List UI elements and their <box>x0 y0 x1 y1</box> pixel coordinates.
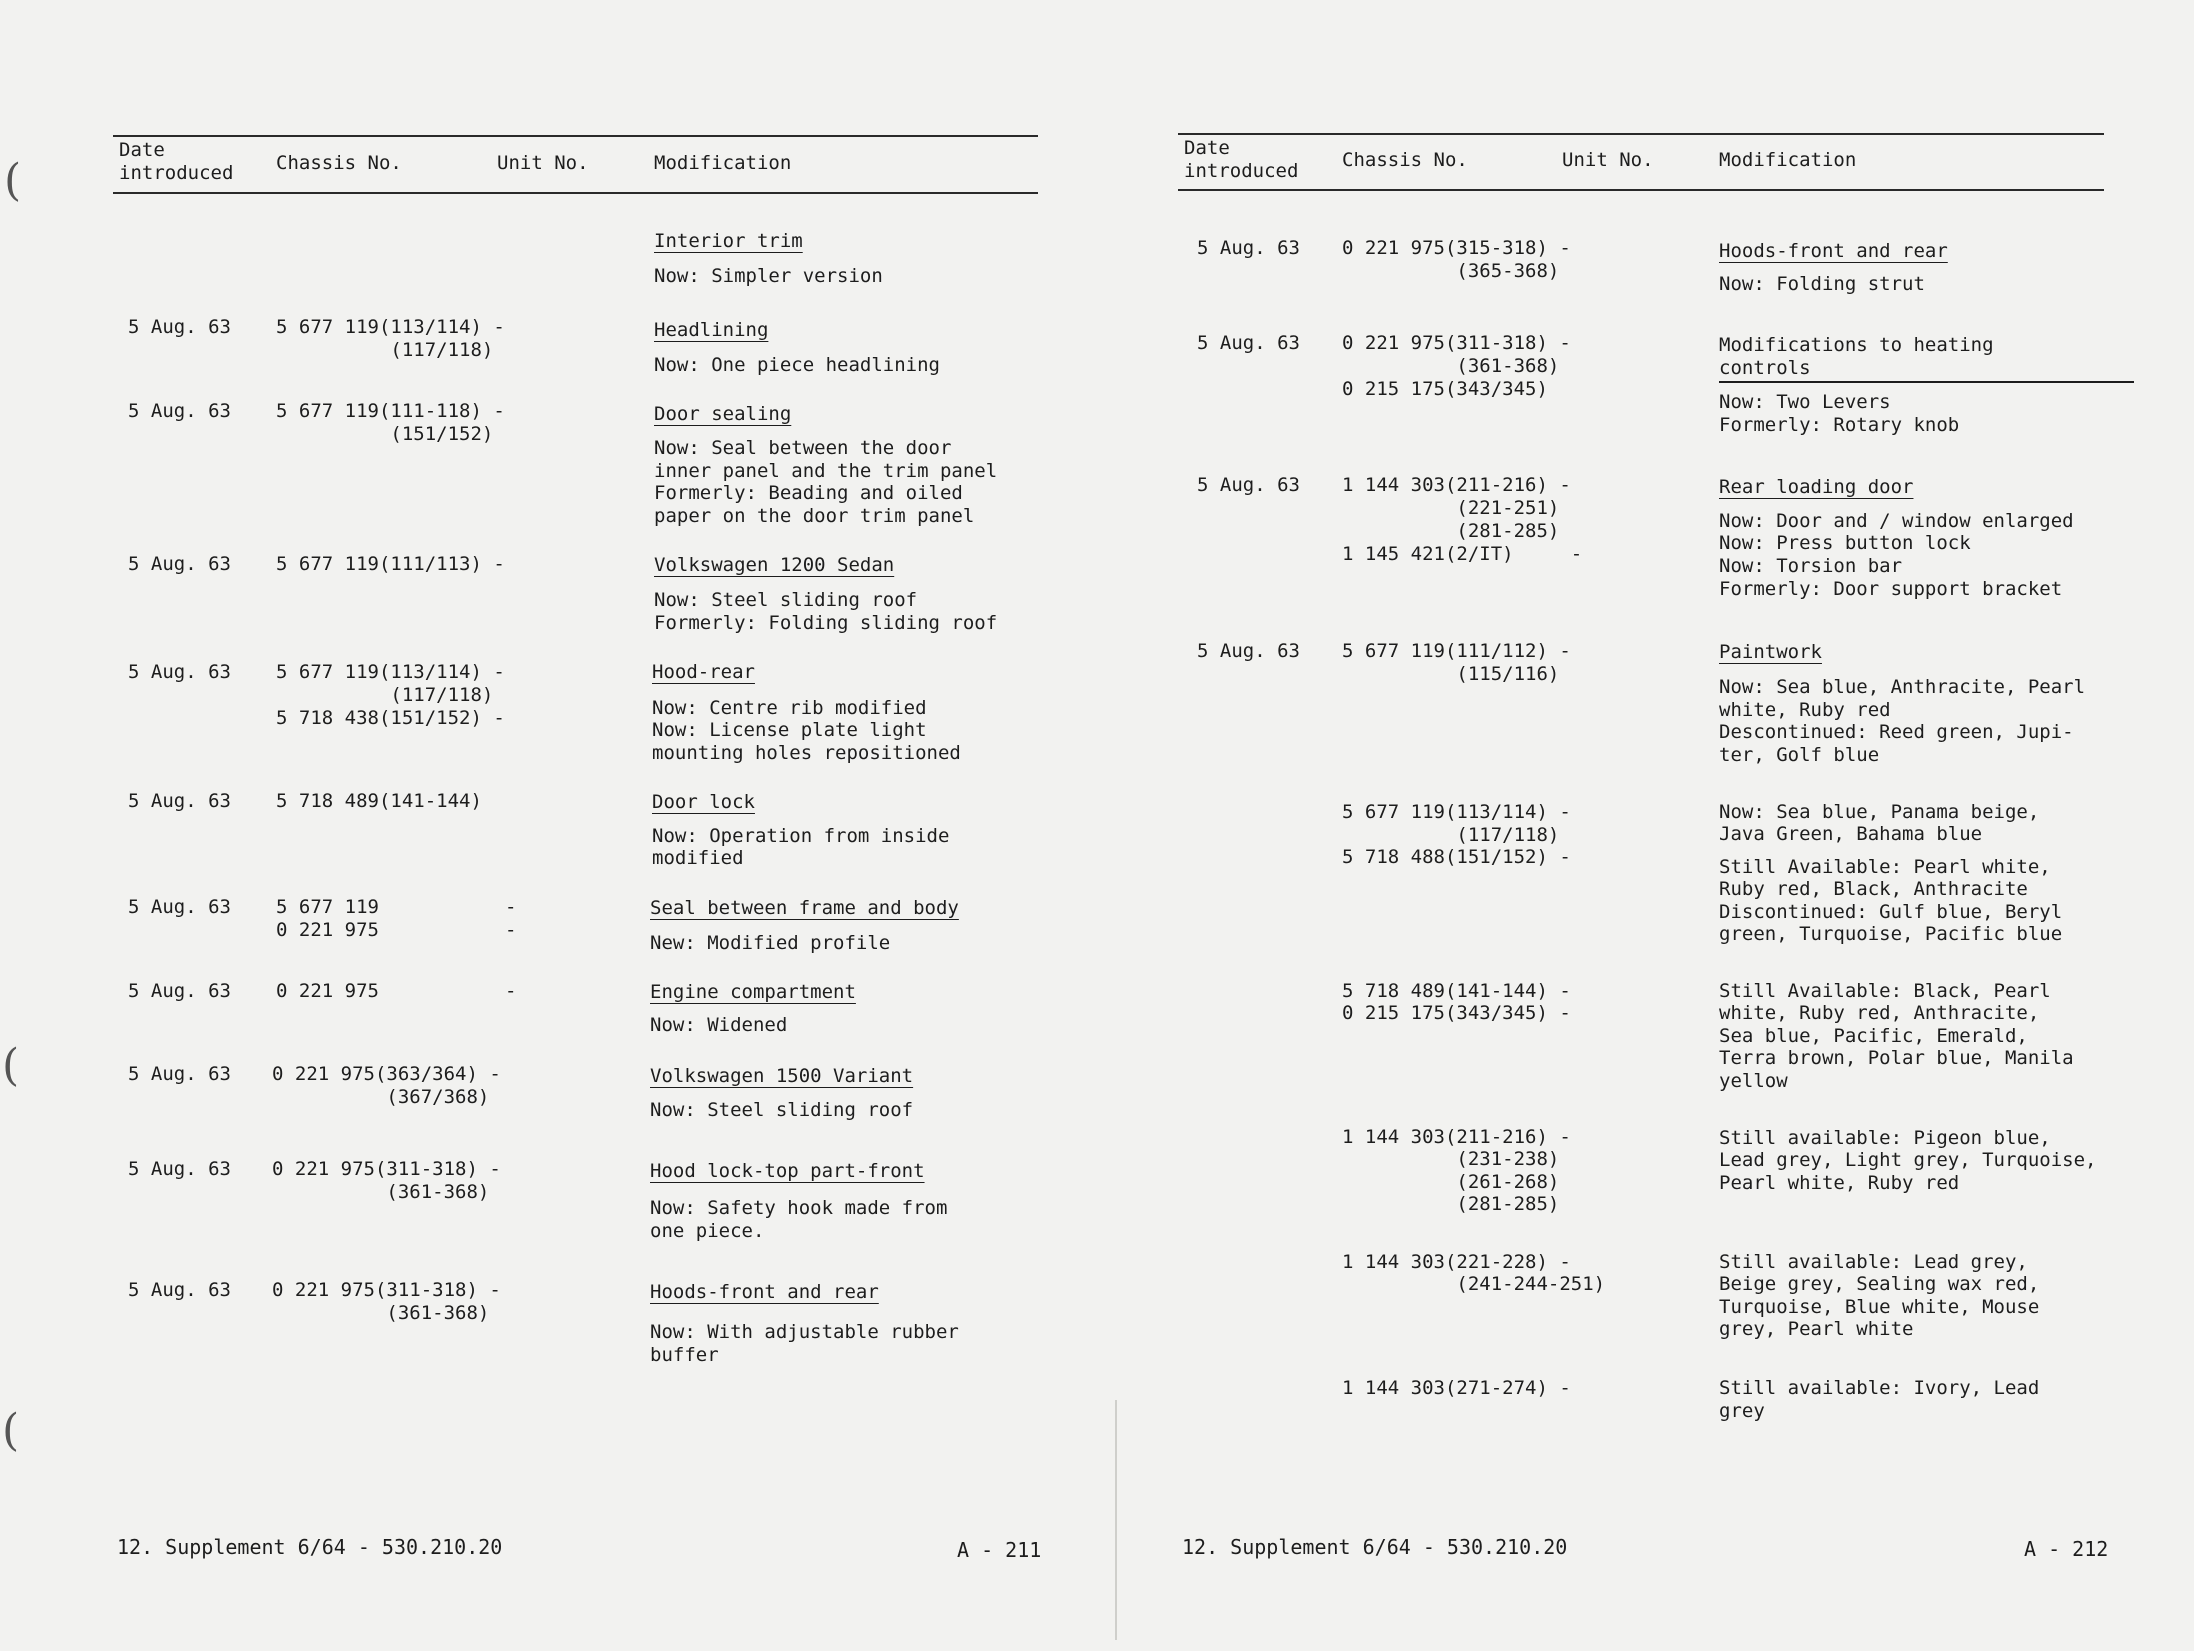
row-chassis: 5 718 488(151/152) - <box>1342 846 1571 868</box>
mod-title: Seal between frame and body <box>650 897 959 919</box>
row-chassis: 5 677 119(113/114) - <box>1342 801 1571 823</box>
header-modification: Modification <box>1719 149 1857 171</box>
row-date: 5 Aug. 63 <box>128 316 231 338</box>
header-bottom-rule <box>113 192 1038 194</box>
row-chassis: (241-244-251) <box>1342 1273 1606 1295</box>
mod-line: Pearl white, Ruby red <box>1719 1172 1960 1194</box>
mod-title: Hood-rear <box>652 661 755 683</box>
row-chassis: (221-251) <box>1342 497 1560 519</box>
mod-line: Now: Simpler version <box>654 265 883 287</box>
mod-line: Now: Steel sliding roof <box>654 589 918 611</box>
footer-page-number: A - 211 <box>957 1538 1042 1562</box>
mod-line: Still Available: Pearl white, <box>1719 856 2051 878</box>
mod-line: Sea blue, Pacific, Emerald, <box>1719 1025 2028 1047</box>
mod-line: Now: License plate light <box>652 719 927 741</box>
mod-title: Engine compartment <box>650 981 856 1003</box>
margin-mark: ( <box>2 1405 20 1456</box>
mod-line: Beige grey, Sealing wax red, <box>1719 1273 2040 1295</box>
mod-line: yellow <box>1719 1070 1788 1092</box>
mod-line: green, Turquoise, Pacific blue <box>1719 923 2063 945</box>
mod-line: Now: Steel sliding roof <box>650 1099 914 1121</box>
row-date: 5 Aug. 63 <box>128 1279 231 1301</box>
row-chassis: 1 144 303(211-216) - <box>1342 1126 1571 1148</box>
mod-title: Volkswagen 1200 Sedan <box>654 554 895 576</box>
mod-line: paper on the door trim panel <box>654 505 975 527</box>
mod-line: Now: Door and / window enlarged <box>1719 510 2074 532</box>
row-date: 5 Aug. 63 <box>128 980 231 1002</box>
row-chassis: (261-268) <box>1342 1171 1560 1193</box>
row-chassis: (117/118) <box>1342 824 1560 846</box>
row-chassis: (361-368) <box>272 1181 490 1203</box>
mod-line: Now: Press button lock <box>1719 532 1971 554</box>
row-date: 5 Aug. 63 <box>1197 474 1300 496</box>
mod-title: Headlining <box>654 319 769 341</box>
mod-line: Now: Safety hook made from <box>650 1197 948 1219</box>
row-chassis: 0 215 175(343/345) <box>1342 378 1548 400</box>
row-chassis: (117/118) <box>276 339 494 361</box>
row-unit: - <box>505 919 517 941</box>
mod-line: Formerly: Folding sliding roof <box>654 612 998 634</box>
mod-line: Descontinued: Reed green, Jupi- <box>1719 721 2074 743</box>
row-chassis: 5 677 119 <box>276 896 379 918</box>
mod-title: Rear loading door <box>1719 476 1914 498</box>
row-chassis: 1 144 303(221-228) - <box>1342 1251 1571 1273</box>
row-chassis: 0 221 975(311-318) - <box>272 1279 501 1301</box>
header-chassis: Chassis No. <box>276 152 402 174</box>
mod-line: grey <box>1719 1400 1765 1422</box>
mod-line: Formerly: Beading and oiled <box>654 482 963 504</box>
row-chassis: 0 221 975(311-318) - <box>1342 332 1571 354</box>
mod-line: Still available: Pigeon blue, <box>1719 1127 2051 1149</box>
row-chassis: 5 677 119(113/114) - <box>276 316 505 338</box>
page-fold <box>1115 1400 1117 1640</box>
row-chassis: 5 677 119(113/114) - <box>276 661 505 683</box>
mod-line: Turquoise, Blue white, Mouse <box>1719 1296 2040 1318</box>
row-date: 5 Aug. 63 <box>128 400 231 422</box>
row-date: 5 Aug. 63 <box>1197 332 1300 354</box>
row-date: 5 Aug. 63 <box>1197 237 1300 259</box>
mod-line: Now: Sea blue, Anthracite, Pearl <box>1719 676 2086 698</box>
mod-title: Hoods-front and rear <box>650 1281 879 1303</box>
row-chassis: 1 144 303(211-216) - <box>1342 474 1571 496</box>
row-unit: - <box>505 980 517 1002</box>
mod-line: Now: Widened <box>650 1014 788 1036</box>
mod-line: Now: Centre rib modified <box>652 697 927 719</box>
mod-line: Formerly: Door support bracket <box>1719 578 2063 600</box>
right-page <box>1118 0 2194 1651</box>
row-chassis: (115/116) <box>1342 663 1560 685</box>
mod-line: Now: Operation from inside <box>652 825 950 847</box>
mod-line: Now: Torsion bar <box>1719 555 1903 577</box>
header-bottom-rule <box>1178 189 2104 191</box>
header-unit: Unit No. <box>497 152 589 174</box>
header-top-rule <box>113 135 1038 137</box>
mod-line: white, Ruby red, Anthracite, <box>1719 1002 2040 1024</box>
row-chassis: 5 718 489(141-144) - <box>1342 980 1571 1002</box>
row-chassis: (365-368) <box>1342 260 1560 282</box>
row-chassis: 0 221 975(311-318) - <box>272 1158 501 1180</box>
mod-line: grey, Pearl white <box>1719 1318 1914 1340</box>
row-chassis: (281-285) <box>1342 520 1560 542</box>
mod-title: Door lock <box>652 791 755 813</box>
mod-title: Volkswagen 1500 Variant <box>650 1065 914 1087</box>
mod-line: Now: One piece headlining <box>654 354 940 376</box>
row-chassis: 5 677 119(111-118) - <box>276 400 505 422</box>
row-chassis: 0 221 975 <box>276 919 379 941</box>
row-date: 5 Aug. 63 <box>128 896 231 918</box>
row-unit: - <box>505 896 517 918</box>
mod-line: Lead grey, Light grey, Turquoise, <box>1719 1149 2097 1171</box>
mod-title: Interior trim <box>654 230 803 252</box>
mod-line: Ruby red, Black, Anthracite <box>1719 878 2028 900</box>
mod-line: Still Available: Black, Pearl <box>1719 980 2051 1002</box>
header-modification: Modification <box>654 152 792 174</box>
mod-line: Now: With adjustable rubber <box>650 1321 959 1343</box>
row-date: 5 Aug. 63 <box>1197 640 1300 662</box>
row-chassis: (361-368) <box>272 1302 490 1324</box>
header-unit: Unit No. <box>1562 149 1654 171</box>
mod-line: mounting holes repositioned <box>652 742 961 764</box>
header-date: Date introduced <box>1184 137 1299 182</box>
row-chassis: 5 718 438(151/152) - <box>276 707 505 729</box>
mod-title: Hoods-front and rear <box>1719 240 1948 262</box>
mod-line: Discontinued: Gulf blue, Beryl <box>1719 901 2063 923</box>
mod-line: Now: Sea blue, Panama beige, <box>1719 801 2040 823</box>
row-chassis: (281-285) <box>1342 1193 1560 1215</box>
header-top-rule <box>1178 133 2104 135</box>
mod-line: one piece. <box>650 1220 765 1242</box>
row-chassis: 0 221 975(315-318) - <box>1342 237 1571 259</box>
mod-title: Door sealing <box>654 403 792 425</box>
row-chassis: 0 221 975(363/364) - <box>272 1063 501 1085</box>
row-chassis: (231-238) <box>1342 1148 1560 1170</box>
row-date: 5 Aug. 63 <box>128 1063 231 1085</box>
margin-mark: ( <box>4 155 22 206</box>
footer-page-number: A - 212 <box>2024 1537 2109 1561</box>
mod-line: inner panel and the trim panel <box>654 460 998 482</box>
row-date: 5 Aug. 63 <box>128 1158 231 1180</box>
mod-line: Terra brown, Polar blue, Manila <box>1719 1047 2074 1069</box>
mod-line: New: Modified profile <box>650 932 891 954</box>
row-chassis: 1 145 421(2/IT) - <box>1342 543 1583 565</box>
mod-line: buffer <box>650 1344 719 1366</box>
mod-line: Still available: Lead grey, <box>1719 1251 2028 1273</box>
row-chassis: (361-368) <box>1342 355 1560 377</box>
mod-title: controls <box>1719 357 2134 383</box>
mod-title: Hood lock-top part-front <box>650 1160 925 1182</box>
row-date: 5 Aug. 63 <box>128 553 231 575</box>
mod-line: Now: Seal between the door <box>654 437 952 459</box>
mod-line: Now: Two Levers <box>1719 391 1891 413</box>
mod-line: ter, Golf blue <box>1719 744 1880 766</box>
header-chassis: Chassis No. <box>1342 149 1468 171</box>
mod-title-line: Modifications to heating <box>1719 334 1994 356</box>
mod-line: Still available: Ivory, Lead <box>1719 1377 2040 1399</box>
mod-title: Paintwork <box>1719 641 1822 663</box>
row-chassis: (151/152) <box>276 423 494 445</box>
row-date: 5 Aug. 63 <box>128 790 231 812</box>
margin-mark: ( <box>2 1040 20 1091</box>
row-chassis: 1 144 303(271-274) - <box>1342 1377 1571 1399</box>
mod-line: Java Green, Bahama blue <box>1719 823 1983 845</box>
footer-supplement: 12. Supplement 6/64 - 530.210.20 <box>1182 1535 1568 1559</box>
row-chassis: (367/368) <box>272 1086 490 1108</box>
mod-line: white, Ruby red <box>1719 699 1891 721</box>
row-chassis: 5 677 119(111/112) - <box>1342 640 1571 662</box>
mod-line: Formerly: Rotary knob <box>1719 414 1960 436</box>
mod-line: modified <box>652 847 744 869</box>
row-chassis: 5 677 119(111/113) - <box>276 553 505 575</box>
row-chassis: 0 221 975 <box>276 980 379 1002</box>
row-chassis: (117/118) <box>276 684 494 706</box>
header-date: Date introduced <box>119 139 234 184</box>
mod-line: Now: Folding strut <box>1719 273 1925 295</box>
row-chassis: 0 215 175(343/345) - <box>1342 1002 1571 1024</box>
footer-supplement: 12. Supplement 6/64 - 530.210.20 <box>117 1535 503 1559</box>
row-date: 5 Aug. 63 <box>128 661 231 683</box>
row-chassis: 5 718 489(141-144) <box>276 790 482 812</box>
